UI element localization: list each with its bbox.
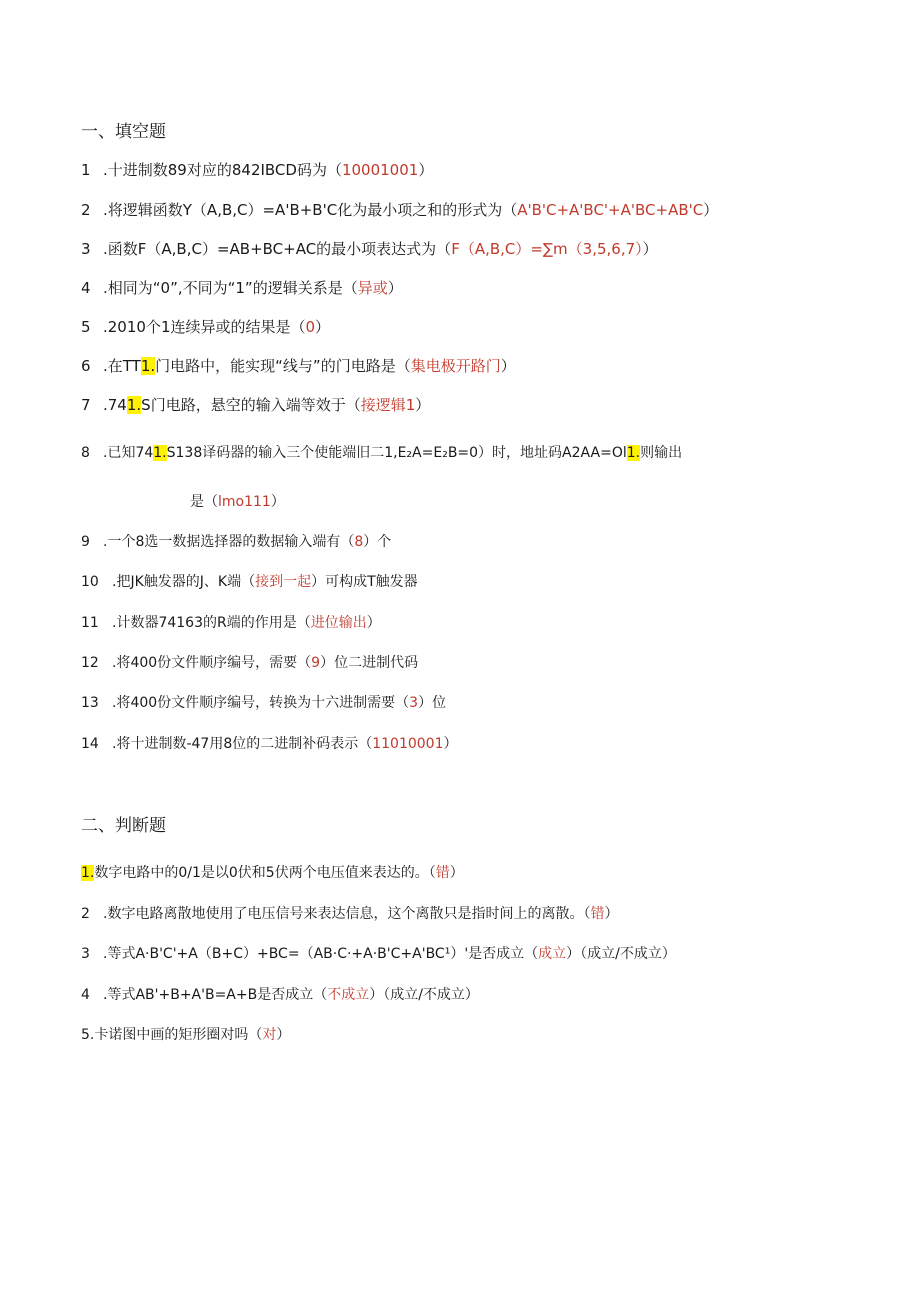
question-text: .已知74 — [103, 445, 154, 461]
question-text-end: ）（成立/不成立） — [369, 987, 479, 1003]
question-text: .将逻辑函数Y（A,B,C）=A'B+B'C化为最小项之和的形式为（ — [103, 201, 518, 219]
question-number: 6 — [81, 357, 91, 375]
highlight-mark: 1. — [140, 357, 156, 375]
question-text-end: ） — [604, 906, 619, 922]
question-text: .2010个1连续异或的结果是（ — [103, 318, 306, 336]
question-number: 10 — [81, 574, 99, 590]
question-text-cont: S138译码器的输入三个使能端旧二1,E₂A=E₂B=0）时，地址码A2AA=Ol — [166, 445, 627, 461]
question-text-end: ）位 — [418, 695, 447, 711]
answer-text: 9 — [311, 655, 321, 671]
answer-text: 0 — [305, 318, 316, 336]
question-text: .一个8选一数据选择器的数据输入端有（ — [103, 534, 355, 550]
question-text: .把JK触发器的J、K端（ — [112, 574, 256, 590]
question-text-end: ） — [642, 240, 658, 258]
question-number: 2 — [81, 906, 90, 922]
question-text: 是（ — [190, 494, 218, 510]
question-text-end: ） — [500, 357, 516, 375]
answer-text: 进位输出 — [310, 615, 367, 631]
answer-text: 错 — [590, 906, 605, 922]
answer-text: 成立 — [538, 946, 567, 962]
question-text-end: ） — [276, 1027, 291, 1043]
answer-text: 集电极开路门 — [410, 357, 501, 375]
question-number: 4 — [81, 987, 90, 1003]
question-text-end: ）位二进制代码 — [320, 655, 419, 671]
question-number: 4 — [81, 279, 91, 297]
question-text-end: ） — [270, 494, 285, 510]
answer-text: 异或 — [357, 279, 388, 297]
answer-text: 3 — [409, 695, 419, 711]
answer-text: 接到一起 — [255, 574, 312, 590]
question-number: 9 — [81, 534, 90, 550]
question-text: .计数器74163的R端的作用是（ — [112, 615, 311, 631]
question-text: .74 — [103, 396, 127, 414]
question-text-end: ） — [703, 201, 719, 219]
question-number: 11 — [81, 615, 99, 631]
question-text: 5.卡诺图中画的矩形圈对吗（ — [81, 1027, 263, 1043]
question-text: .相同为“0”,不同为“1”的逻辑关系是（ — [103, 279, 358, 297]
question-text-end: ） — [443, 736, 458, 752]
question-text-end: ）可构成T触发器 — [311, 574, 418, 590]
answer-text: 对 — [262, 1027, 277, 1043]
answer-text: 接逻辑1 — [360, 396, 416, 414]
question-text-end: ）个 — [363, 534, 392, 550]
question-text: 数字电路中的0/1是以0伏和5伏两个电压值来表达的。（ — [94, 865, 436, 881]
question-number: 5 — [81, 318, 91, 336]
question-number: 1 — [81, 161, 91, 179]
question-text-cont: S门电路，悬空的输入端等效于（ — [141, 396, 361, 414]
question-text-cont2: 则输出 — [640, 445, 683, 461]
question-text: .在TT — [103, 357, 141, 375]
question-text: .函数F（A,B,C）=AB+BC+AC的最小项表达式为（ — [103, 240, 452, 258]
question-number: 2 — [81, 201, 91, 219]
section-title-true-false: 二、判断题 — [81, 816, 166, 836]
answer-text: 8 — [354, 534, 364, 550]
question-text: .将400份文件顺序编号，转换为十六进制需要（ — [112, 695, 410, 711]
question-text-end: ） — [315, 318, 331, 336]
question-text: .将十进制数-47用8位的二进制补码表示（ — [112, 736, 373, 752]
answer-text: 11010001 — [372, 736, 444, 752]
highlight-mark: 1. — [81, 865, 95, 881]
answer-text: 10001001 — [341, 161, 419, 179]
question-number: 7 — [81, 396, 91, 414]
question-text-end: ） — [415, 396, 431, 414]
question-number: 14 — [81, 736, 99, 752]
question-text: .数字电路离散地使用了电压信号来表达信息，这个离散只是指时间上的离散。（ — [103, 906, 591, 922]
question-text: .将400份文件顺序编号，需要（ — [112, 655, 312, 671]
answer-text: 不成立 — [327, 987, 370, 1003]
question-number: 13 — [81, 695, 99, 711]
question-text: .十进制数89对应的842IBCD码为（ — [103, 161, 342, 179]
question-text-cont: 门电路中，能实现“线与”的门电路是（ — [155, 357, 411, 375]
question-text-end: ）（成立/不成立） — [566, 946, 676, 962]
highlight-mark: 1. — [126, 396, 142, 414]
question-number: 12 — [81, 655, 99, 671]
question-text-end: ） — [387, 279, 403, 297]
question-number: 3 — [81, 946, 90, 962]
question-text: .等式A·B'C'+A（B+C）+BC=（AB·C·+A·B'C+A'BC¹）'是否成立（ — [103, 946, 539, 962]
answer-text: A'B'C+A'BC'+A'BC+AB'C — [517, 201, 704, 219]
question-text: .等式AB'+B+A'B=A+B是否成立（ — [103, 987, 328, 1003]
highlight-mark: 1. — [153, 445, 167, 461]
question-number: 3 — [81, 240, 91, 258]
section-title-fill-blank: 一、填空题 — [81, 122, 166, 142]
answer-text: F（A,B,C）=∑m（3,5,6,7） — [451, 240, 643, 258]
question-number: 8 — [81, 445, 90, 461]
answer-text: lmo111 — [218, 494, 271, 510]
question-text-end: ） — [418, 161, 434, 179]
highlight-mark: 1. — [626, 445, 641, 461]
answer-text: 错 — [435, 865, 450, 881]
question-text-end: ） — [366, 615, 381, 631]
question-text-end: ） — [449, 865, 464, 881]
